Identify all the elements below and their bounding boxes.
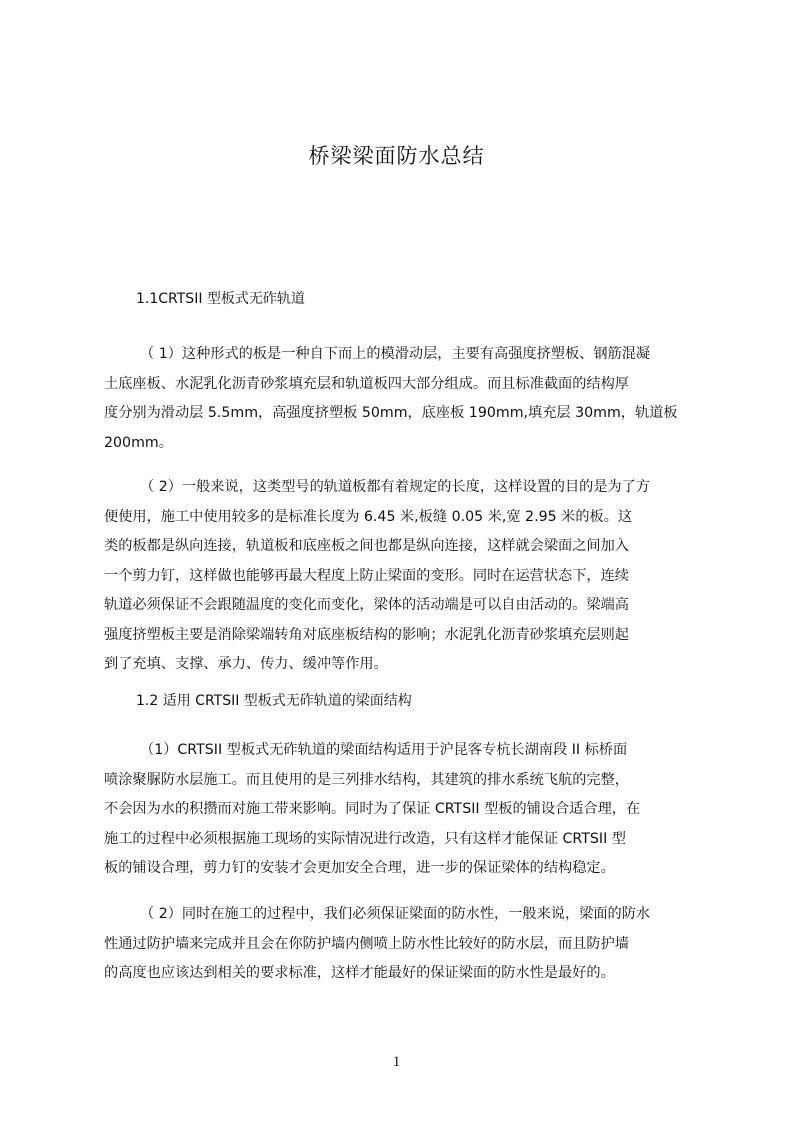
section-heading-1-2: 1.2 适用 CRTSII 型板式无砟轨道的梁面结构 bbox=[136, 693, 412, 709]
paragraph-1-2-1 bbox=[104, 736, 700, 884]
page-number: 1 bbox=[392, 1054, 401, 1070]
paragraph-line: 度分别为滑动层 5.5mm，高强度挤塑板 50mm，底座板 190mm,填充层 30mm，轨道板 bbox=[104, 405, 678, 421]
paragraph-1-1-1 bbox=[104, 340, 700, 458]
paragraph-line: 土底座板、水泥乳化沥青砂浆填充层和轨道板四大部分组成。而且标准截面的结构厚 bbox=[104, 375, 629, 392]
paragraph-1-1-2 bbox=[104, 473, 700, 680]
paragraph-line: 轨道必须保证不会跟随温度的变化而变化，梁体的活动端是可以自由活动的。梁端高 bbox=[104, 597, 629, 613]
paragraph-line: 200mm。 bbox=[104, 434, 173, 451]
paragraph-line: 到了充填、支撑、承力、传力、缓冲等作用。 bbox=[104, 656, 388, 672]
paragraph-line: 强度挤塑板主要是消除梁端转角对底座板结构的影响；水泥乳化沥青砂浆填充层则起 bbox=[104, 626, 629, 643]
paragraph-line: 一个剪力钉，这样做也能够再最大程度上防止梁面的变形。同时在运营状态下，连续 bbox=[104, 567, 629, 584]
paragraph-line: 不会因为水的积攒而对施工带来影响。同时为了保证 CRTSII 型板的铺设合适合理，在 bbox=[104, 801, 641, 817]
paragraph-line: （1）CRTSII 型板式无砟轨道的梁面结构适用于沪昆客专杭长湖南段 II 标桥面 bbox=[140, 742, 628, 758]
paragraph-1-2-2 bbox=[104, 900, 700, 989]
paragraph-line: （ 2）同时在施工的过程中，我们必须保证梁面的防水性，一般来说，梁面的防水 bbox=[140, 906, 651, 922]
paragraph-line: 便使用，施工中使用较多的是标准长度为 6.45 米,板缝 0.05 米,宽 2.95 米的板。这 bbox=[104, 508, 633, 525]
paragraph-line: （ 2）一般来说，这类型号的轨道板都有着规定的长度，这样设置的目的是为了方 bbox=[140, 479, 651, 495]
paragraph-line: （ 1）这种形式的板是一种自下而上的模滑动层，主要有高强度挤塑板、钢筋混凝 bbox=[140, 346, 651, 362]
section-heading-1-1: 1.1CRTSII 型板式无砟轨道 bbox=[136, 291, 305, 307]
paragraph-line: 板的铺设合理，剪力钉的安装才会更加安全合理，进一步的保证梁体的结构稳定。 bbox=[104, 860, 615, 876]
document-title: 桥梁梁面防水总结 bbox=[308, 144, 485, 168]
paragraph-line: 喷涂聚脲防水层施工。而且使用的是三列排水结构，其建筑的排水系统飞航的完整， bbox=[104, 771, 629, 788]
paragraph-line: 性通过防护墙来完成并且会在你防护墙内侧喷上防水性比较好的防水层，而且防护墙 bbox=[104, 935, 629, 952]
paragraph-line: 施工的过程中必须根据施工现场的实际情况进行改造，只有这样才能保证 CRTSII 型 bbox=[104, 830, 626, 847]
paragraph-line: 的高度也应该达到相关的要求标准，这样才能最好的保证梁面的防水性是最好的。 bbox=[104, 965, 615, 981]
paragraph-line: 类的板都是纵向连接，轨道板和底座板之间也都是纵向连接，这样就会梁面之间加入 bbox=[104, 538, 629, 554]
